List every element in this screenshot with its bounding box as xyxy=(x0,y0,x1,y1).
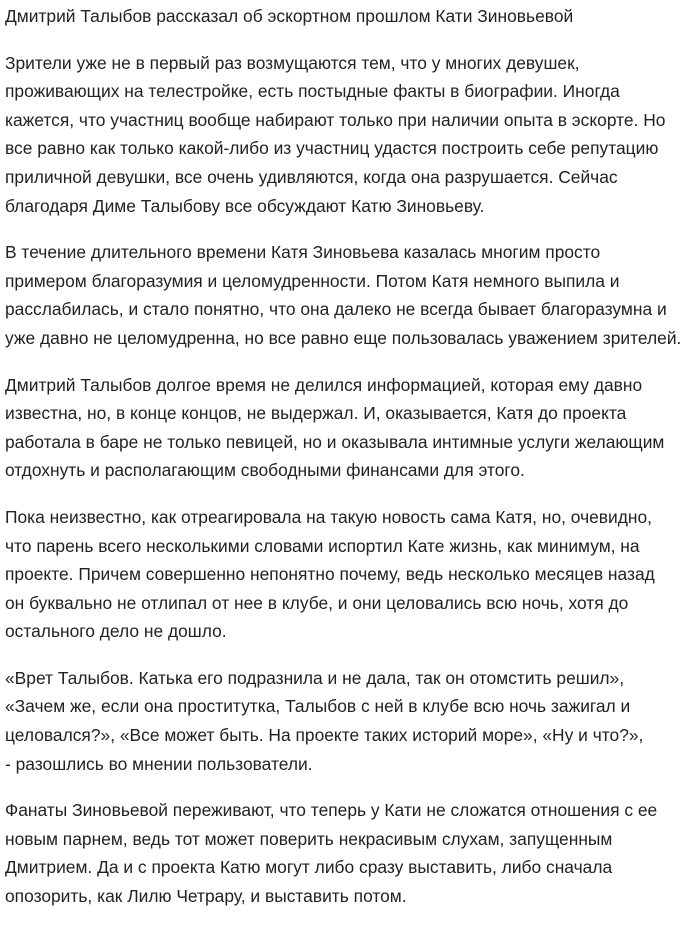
article-paragraph: Фанаты Зиновьевой переживают, что теперь у Кати не сложатся отношения с ее новым парнем, ведь тот может поверить некрасивым слухам, запущенным Дмитрием. Да и с проекта Катю могут либо сразу выставить, либо сначала опозорить, как Лилю Четрару, и выставить потом. xyxy=(5,800,658,907)
article-paragraph: В течение длительного времени Катя Зиновьева казалась многим просто примером благоразумия и целомудренности. Потом Катя немного выпила и расслабилась, и стало понятно, что она далеко не всегда бывает благоразумна и уже давно не целомудренна, но все равно еще пользовалась уважением зрителей. xyxy=(5,242,682,348)
article-title: Дмитрий Талыбов рассказал об эскортном прошлом Кати Зиновьевой xyxy=(5,6,574,26)
article-paragraph: Дмитрий Талыбов долгое время не делился информацией, которая ему давно известна, но, в конце концов, не выдержал. И, оказывается, Катя до проекта работала в баре не только певицей, но и оказывала интимные услуги желающим отдохнуть и располагающим свободными финансами для этого. xyxy=(5,374,665,481)
article-paragraph: Зрители уже не в первый раз возмущаются тем, что у многих девушек, проживающих на телестройке, есть постыдные факты в биографии. Иногда кажется, что участниц вообще набирают только при наличии опыта в эскорте. Но все равно как только какой-либо из участниц удастся построить себе репутацию приличной девушки, все очень удивляются, когда она разрушается. Сейчас благодаря Диме Талыбову все обсуждают Катю Зиновьеву. xyxy=(5,52,666,216)
article xyxy=(5,2,695,929)
article-paragraph: Пока неизвестно, как отреагировала на такую новость сама Катя, но, очевидно, что парень всего несколькими словами испортил Кате жизнь, как минимум, на проекте. Причем совершенно непонятно почему, ведь несколько месяцев назад он буквально не отлипал от нее в клубе, и они целовались всю ночь, хотя до остального дело не дошло. xyxy=(5,506,655,642)
article-paragraph: «Врет Талыбов. Катька его подразнила и не дала, так он отомстить решил», «Зачем же, если она проститутка, Талыбов с ней в клубе всю ночь зажигал и целовался?», «Все может быть. На проекте таких историй море», «Ну и что?», - разошлись во мнении пользователи. xyxy=(5,667,644,774)
